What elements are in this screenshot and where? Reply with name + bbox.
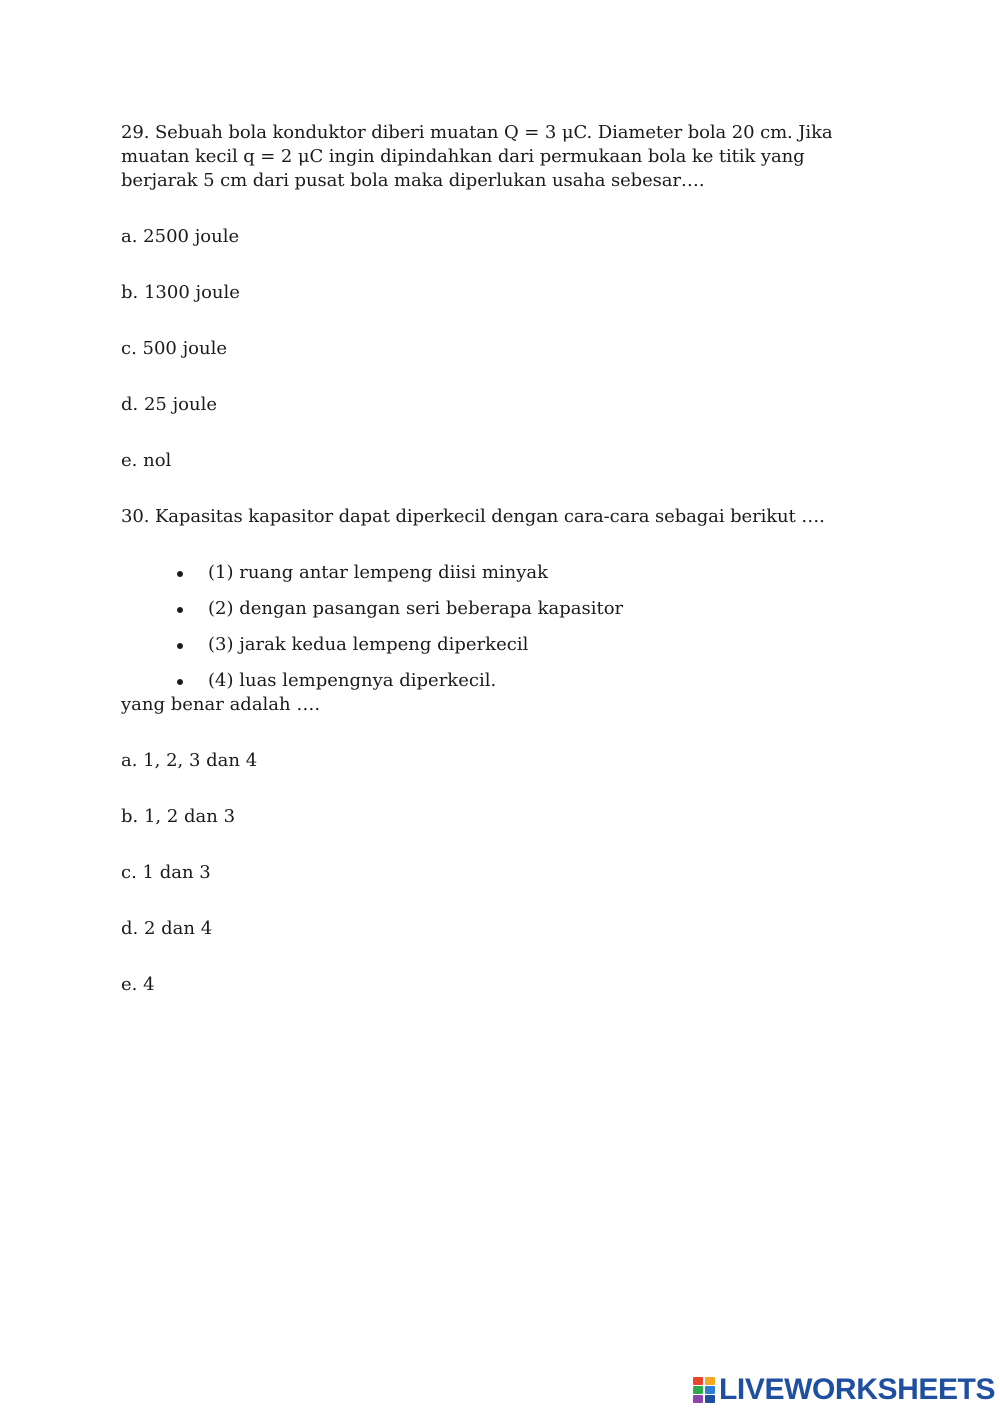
statement-1: (1) ruang antar lempeng diisi minyak — [208, 562, 549, 583]
question-30-option-d: d. 2 dan 4 — [121, 918, 213, 939]
question-30-option-c: c. 1 dan 3 — [121, 862, 211, 883]
statement-3: (3) jarak kedua lempeng diperkecil — [208, 634, 529, 655]
bullet-icon — [177, 679, 183, 685]
question-30-option-a: a. 1, 2, 3 dan 4 — [121, 750, 258, 771]
question-30-option-b: b. 1, 2 dan 3 — [121, 806, 236, 827]
bullet-icon — [177, 571, 183, 577]
question-30-prompt: yang benar adalah …. — [121, 694, 321, 715]
statement-4: (4) luas lempengnya diperkecil. — [208, 670, 497, 691]
question-30-statement-list — [121, 561, 881, 693]
worksheet-page — [121, 121, 881, 1029]
question-30-option-e: e. 4 — [121, 974, 155, 995]
logo-tile-2 — [705, 1377, 715, 1385]
liveworksheets-logo[interactable] — [693, 1374, 995, 1406]
list-item — [208, 561, 881, 585]
question-29-option-b: b. 1300 joule — [121, 282, 240, 303]
logo-tile-5 — [693, 1395, 703, 1403]
logo-tile-6 — [705, 1395, 715, 1403]
list-item — [208, 633, 881, 657]
statement-2: (2) dengan pasangan seri beberapa kapasitor — [208, 598, 624, 619]
question-29-option-a: a. 2500 joule — [121, 226, 240, 247]
question-29-option-d: d. 25 joule — [121, 394, 218, 415]
logo-tile-4 — [705, 1386, 715, 1394]
question-30-text: 30. Kapasitas kapasitor dapat diperkecil dengan cara-cara sebagai berikut …. — [121, 506, 825, 527]
liveworksheets-logo-text: LIVEWORKSHEETS — [719, 1373, 996, 1406]
question-29-option-e: e. nol — [121, 450, 172, 471]
list-item — [208, 669, 881, 693]
liveworksheets-logo-icon — [693, 1377, 715, 1403]
logo-tile-3 — [693, 1386, 703, 1394]
logo-tile-1 — [693, 1377, 703, 1385]
bullet-icon — [177, 607, 183, 613]
bullet-icon — [177, 643, 183, 649]
question-29-option-c: c. 500 joule — [121, 338, 228, 359]
list-item — [208, 597, 881, 621]
question-29-text: 29. Sebuah bola konduktor diberi muatan Q = 3 μC. Diameter bola 20 cm. Jika muatan kecil q = 2 μC ingin dipindahkan dari permukaan bola ke titik yang berjarak 5 cm dari pusat bola maka diperlukan usaha sebesar…. — [121, 122, 833, 191]
